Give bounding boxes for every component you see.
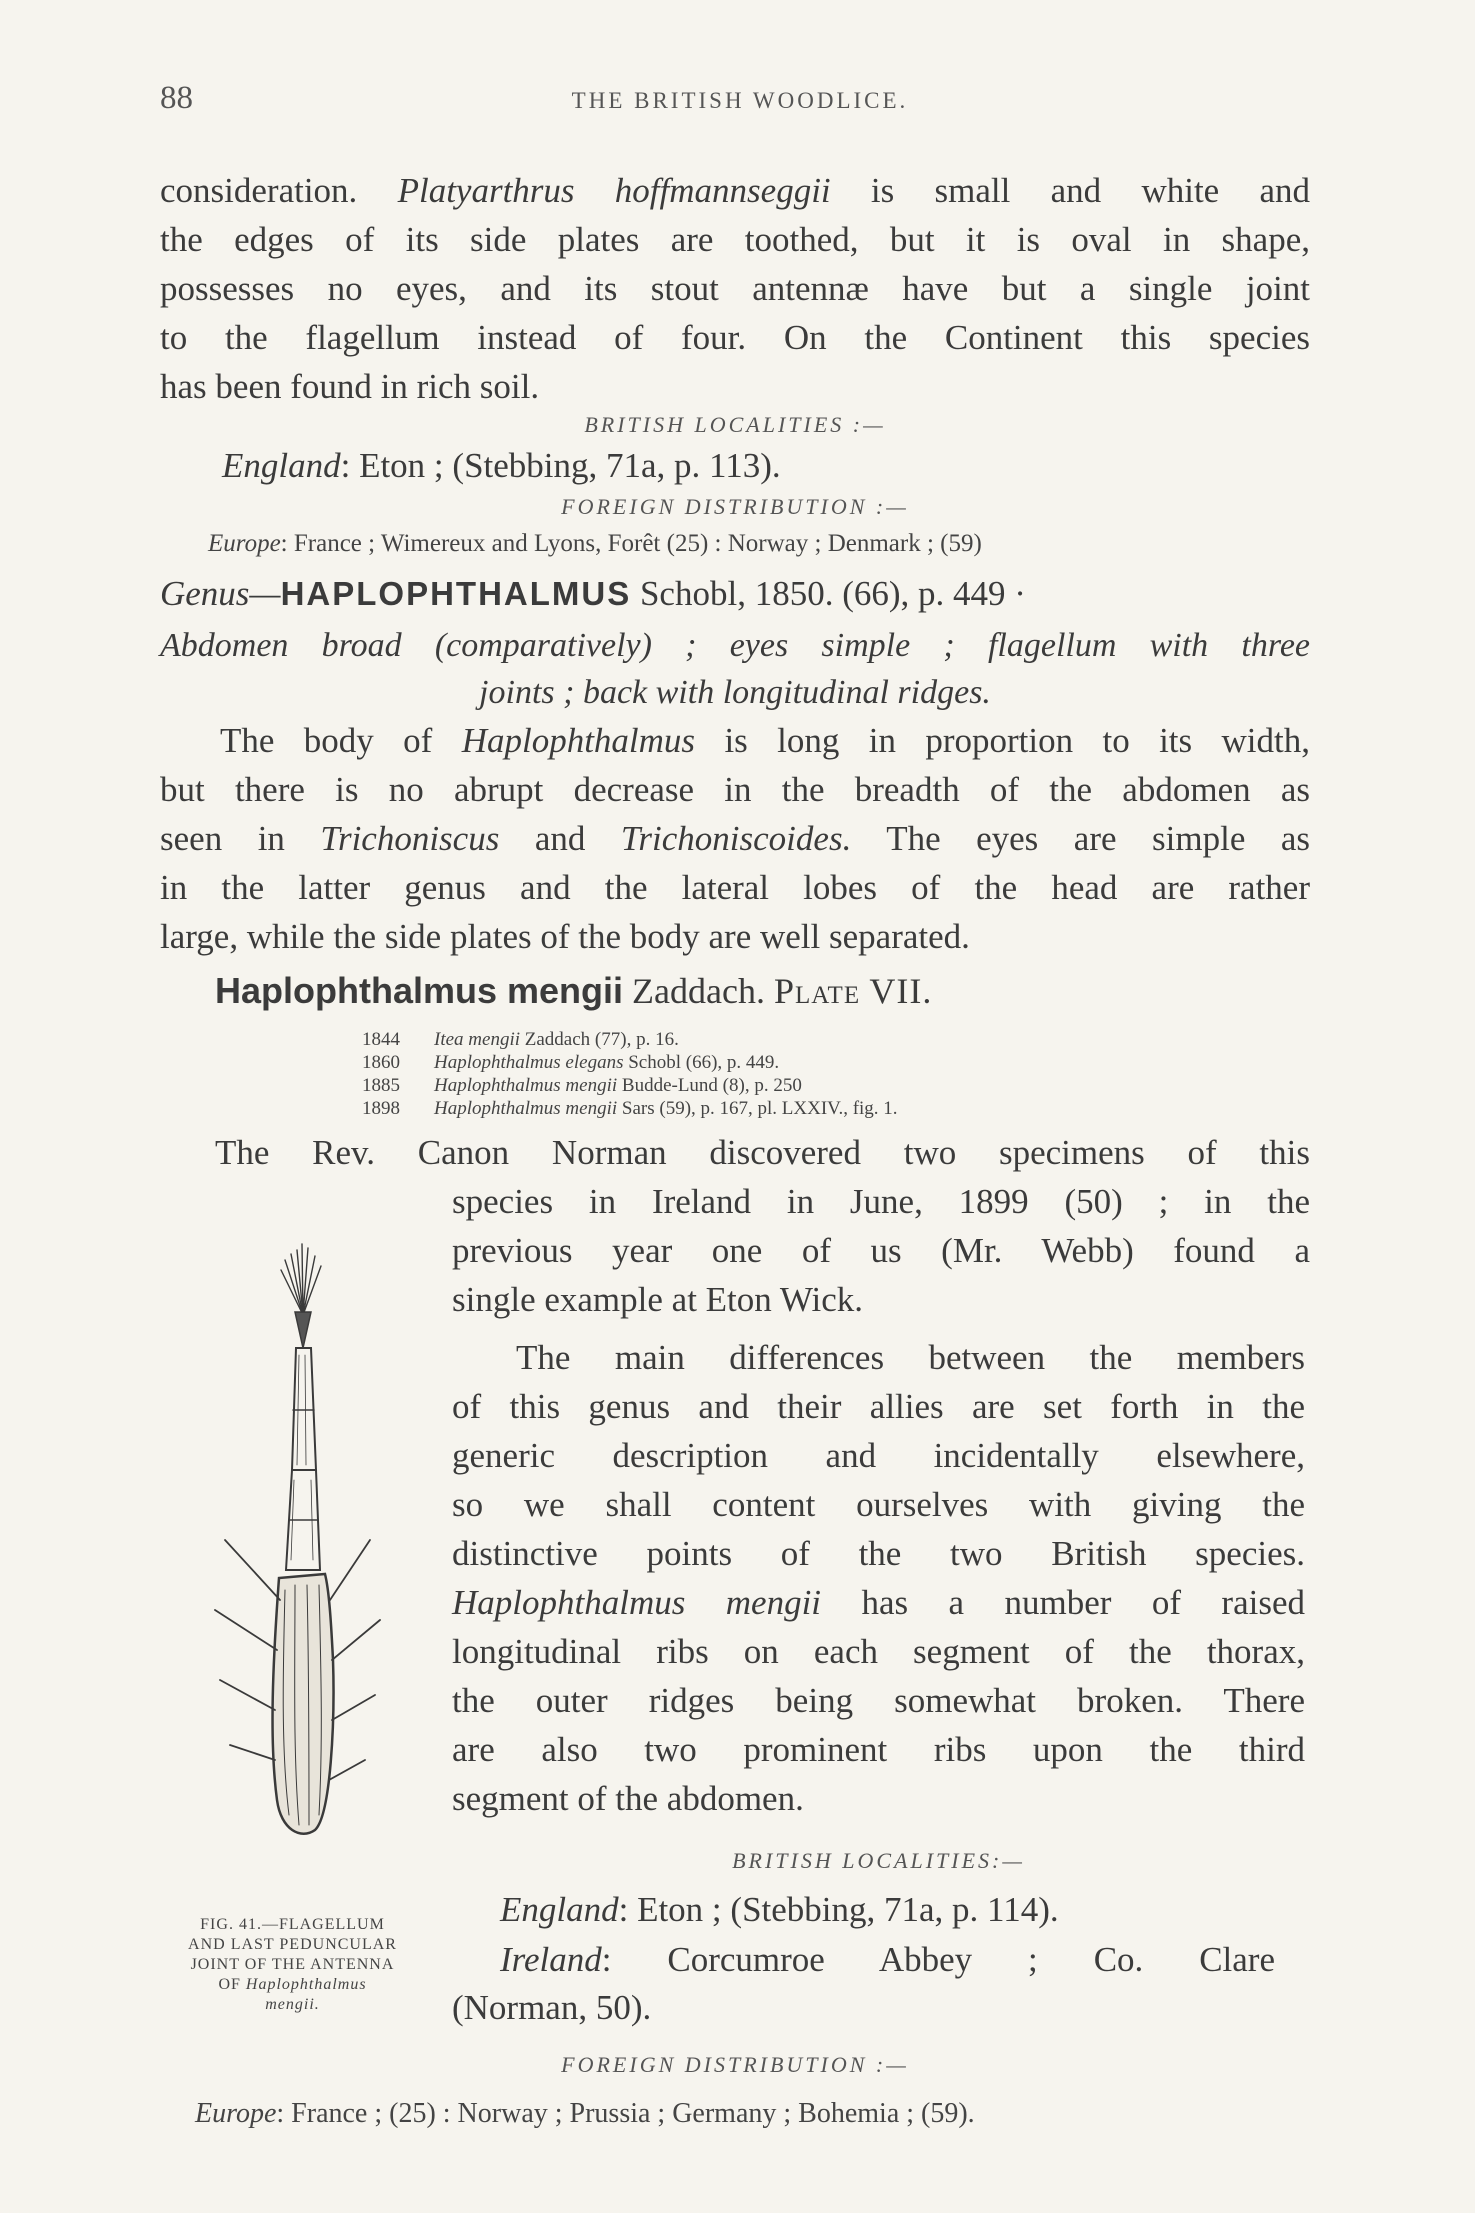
synonym-row: 1898 Haplophthalmus mengii Sars (59), p. 167, pl. LXXIV., fig. 1. — [362, 1098, 898, 1119]
diff-line-9: are also two prominent ribs upon the third — [452, 1730, 1305, 1769]
diff-line-2: of this genus and their allies are set forth in the — [452, 1387, 1305, 1426]
discovery-paragraph — [160, 1128, 1310, 1177]
platy-british-localities-label: BRITISH LOCALITIES :— — [584, 412, 886, 437]
genus-heading: Genus—HAPLOPHTHALMUS Schobl, 1850. (66), p. 449 · — [160, 574, 1026, 613]
haplo-foreign-distribution-label: FOREIGN DISTRIBUTION :— — [561, 2052, 909, 2077]
diff-line-8: the outer ridges being somewhat broken. There — [452, 1681, 1305, 1720]
desc-line-5: large, while the side plates of the body are well separated. — [160, 917, 970, 956]
desc-line-2: but there is no abrupt decrease in the breadth of the abdomen as — [160, 770, 1310, 809]
intro-paragraph — [160, 166, 1310, 411]
diff-line-6: Haplophthalmus mengii has a number of raised — [452, 1583, 1305, 1622]
platy-europe-distribution: Europe: France ; Wimereux and Lyons, Forêt (25) : Norway ; Denmark ; (59) — [208, 530, 982, 557]
discovery-line-3: previous year one of us (Mr. Webb) found a — [452, 1231, 1310, 1270]
page-number: 88 — [160, 80, 193, 116]
synonym-row: 1885 Haplophthalmus mengii Budde-Lund (8), p. 250 — [362, 1075, 802, 1096]
synonymy-list — [362, 1028, 898, 1120]
genus-description-paragraph — [160, 716, 1310, 961]
discovery-line-2: species in Ireland in June, 1899 (50) ; in the — [452, 1182, 1310, 1221]
discovery-paragraph-cont — [452, 1177, 1310, 1324]
genus-name: HAPLOPHTHALMUS — [280, 575, 632, 612]
intro-line-5: has been found in rich soil. — [160, 367, 540, 406]
platy-england-locality: England: Eton ; (Stebbing, 71a, p. 113). — [222, 446, 781, 485]
running-title: THE BRITISH WOODLICE. — [571, 88, 909, 113]
diff-line-5: distinctive points of the two British species. — [452, 1534, 1305, 1573]
synonym-row: 1844 Itea mengii Zaddach (77), p. 16. — [362, 1029, 679, 1050]
desc-line-1: The body of Haplophthalmus is long in proportion to its width, — [220, 721, 1310, 760]
diff-line-3: generic description and incidentally elsewhere, — [452, 1436, 1305, 1475]
discovery-line-4: single example at Eton Wick. — [452, 1280, 864, 1319]
diff-line-10: segment of the abdomen. — [452, 1779, 804, 1818]
diff-line-7: longitudinal ribs on each segment of the thorax, — [452, 1632, 1305, 1671]
intro-line-3: possesses no eyes, and its stout antennæ have but a single joint — [160, 269, 1310, 308]
figure-caption: FIG. 41.—FLAGELLUM AND LAST PEDUNCULAR JOINT OF THE ANTENNA OF Haplophthalmus mengii. — [188, 1916, 397, 2013]
species-name: Haplophthalmus mengii — [215, 970, 624, 1011]
synonym-row: 1860 Haplophthalmus elegans Schobl (66), p. 449. — [362, 1052, 780, 1073]
plate-reference: Plate VII. — [773, 971, 933, 1011]
haplo-ireland-locality: Ireland: Corcumroe Abbey ; Co. Clare — [500, 1940, 1275, 1979]
haplo-ireland-continuation: (Norman, 50). — [452, 1988, 652, 2027]
species-name-platyarthrus: Platyarthrus hoffmannseggii — [397, 171, 831, 210]
genus-diagnosis: Abdomen broad (comparatively) ; eyes simple ; flagellum with three joints ; back with longitudinal ridges. — [160, 627, 1310, 711]
diff-line-1: The main differences between the members — [516, 1338, 1305, 1377]
intro-line-2: the edges of its side plates are toothed, but it is oval in shape, — [160, 220, 1310, 259]
haplo-england-locality: England: Eton ; (Stebbing, 71a, p. 114). — [500, 1890, 1059, 1929]
diff-line-4: so we shall content ourselves with giving the — [452, 1485, 1305, 1524]
discovery-line-1: The Rev. Canon Norman discovered two specimens of this — [215, 1133, 1310, 1172]
haplo-british-localities-label: BRITISH LOCALITIES:— — [732, 1848, 1025, 1873]
species-heading: Haplophthalmus mengii Zaddach. Plate VII. — [215, 970, 933, 1011]
differences-paragraph — [452, 1333, 1305, 1823]
intro-line-1: consideration. Platyarthrus hoffmannseggii is small and white and — [160, 171, 1311, 210]
desc-line-3: seen in Trichoniscus and Trichoniscoides. The eyes are simple as — [160, 819, 1311, 858]
desc-line-4: in the latter genus and the lateral lobes of the head are rather — [160, 868, 1310, 907]
intro-line-4: to the flagellum instead of four. On the Continent this species — [160, 318, 1310, 357]
haplo-europe-distribution: Europe: France ; (25) : Norway ; Prussia ; Germany ; Bohemia ; (59). — [195, 2098, 975, 2129]
platy-foreign-distribution-label: FOREIGN DISTRIBUTION :— — [561, 494, 909, 519]
running-head — [160, 80, 1320, 120]
antenna-flagellum-figure — [185, 1240, 390, 1860]
